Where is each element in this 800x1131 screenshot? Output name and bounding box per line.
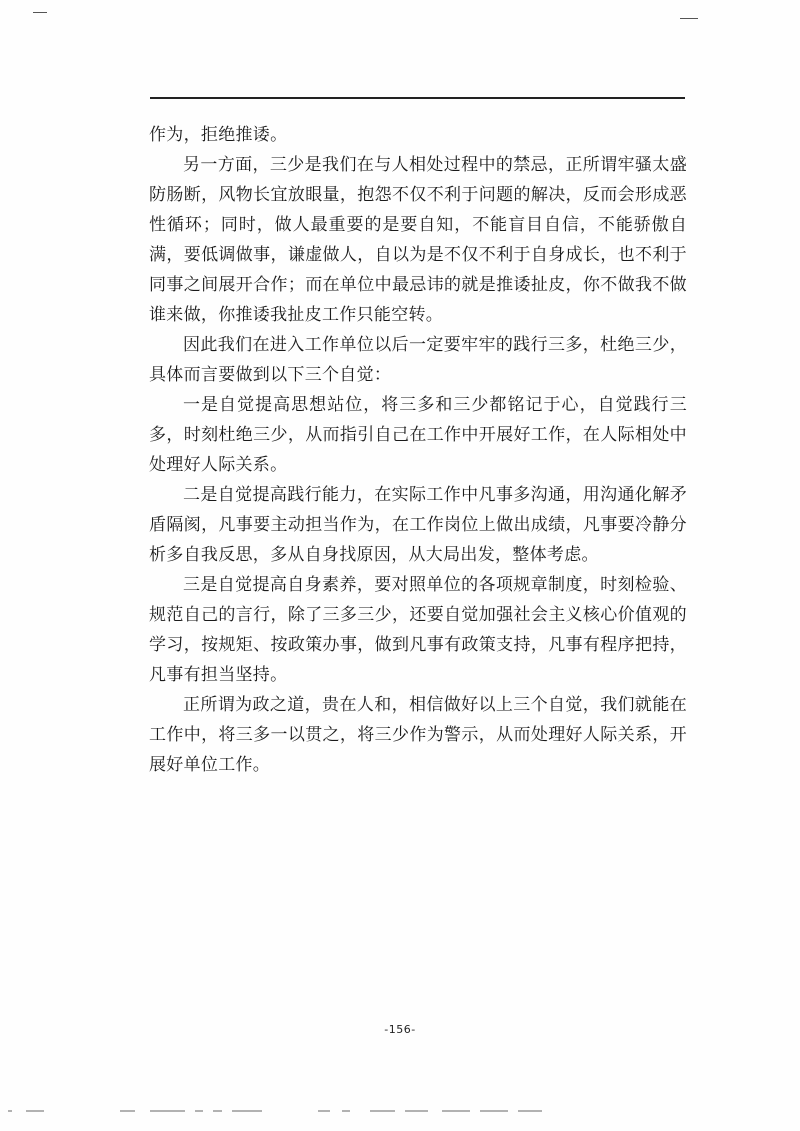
page-number: -156- bbox=[384, 1023, 416, 1036]
paragraph-conclusion: 正所谓为政之道，贵在人和，相信做好以上三个自觉，我们就能在工作中，将三多一以贯之，将三少作为警示，从而处理好人际关系，开展好单位工作。 bbox=[149, 695, 687, 775]
paragraph-second-awareness: 二是自觉提高践行能力，在实际工作中凡事多沟通，用沟通化解矛盾隔阂，凡事要主动担当作为，在工作岗位上做出成绩，凡事要冷静分析多自我反思，多从自身找原因，从大局出发，整体考虑。 bbox=[149, 485, 687, 565]
scan-mark-top-left bbox=[33, 12, 47, 13]
scan-mark-top-right bbox=[680, 18, 698, 19]
paragraph-first-awareness: 一是自觉提高思想站位，将三多和三少都铭记于心，自觉践行三多，时刻杜绝三少，从而指引自己在工作中开展好工作，在人际相处中处理好人际关系。 bbox=[149, 395, 687, 475]
header-rule bbox=[150, 97, 685, 99]
paragraph-therefore: 因此我们在进入工作单位以后一定要牢牢的践行三多，杜绝三少，具体而言要做到以下三个自觉： bbox=[149, 335, 687, 385]
paragraph-third-awareness: 三是自觉提高自身素养，要对照单位的各项规章制度，时刻检验、规范自己的言行，除了三多三少，还要自觉加强社会主义核心价值观的学习，按规矩、按政策办事，做到凡事有政策支持，凡事有程序把持，凡事有担当坚持。 bbox=[149, 575, 687, 685]
paragraph-three-less: 另一方面，三少是我们在与人相处过程中的禁忌，正所谓牢骚太盛防肠断，风物长宜放眼量，抱怨不仅不利于问题的解决，反而会形成恶性循环；同时，做人最重要的是要自知，不能盲目自信，不能骄傲自满，要低调做事，谦虚做人，自以为是不仅不利于自身成长，也不利于同事之间展开合作；而在单位中最忌讳的就是推诿扯皮，你不做我不做谁来做，你推诿我扯皮工作只能空转。 bbox=[149, 155, 687, 325]
scan-footer-marks bbox=[0, 1109, 800, 1113]
paragraph-continuation: 作为，拒绝推诿。 bbox=[149, 125, 288, 145]
body-text bbox=[149, 120, 687, 780]
